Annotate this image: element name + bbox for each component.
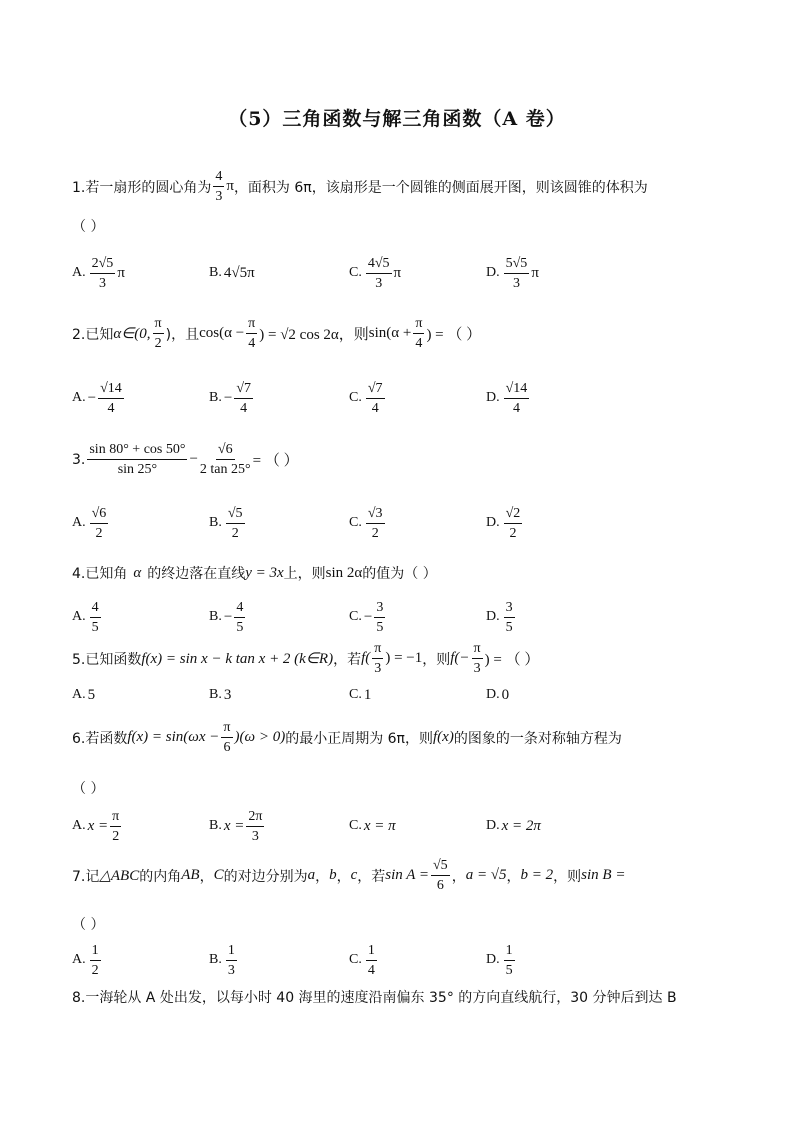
option-label: D. [486,687,500,702]
question-2-stem [72,315,481,352]
q2-math-5: ) = （ ） [426,327,482,343]
option-label: C. [349,818,362,833]
option-text: 0 [501,686,510,703]
fraction-den: 5 [505,619,513,635]
option-label: C. [349,390,362,405]
fraction-num: π [153,315,164,334]
option-fraction [366,255,392,292]
fraction-num: 1 [504,942,515,961]
q1-text-before: 1.若一扇形的圆心角为 [72,179,212,196]
option-label: D. [486,515,500,530]
q6-paren: （ ） [72,781,105,797]
fraction-num: π [110,808,121,827]
fraction-den: 6 [436,878,444,893]
option-fraction [234,599,245,636]
q7-comma-4: ， [451,868,466,885]
q7-text-5: ，则 [553,868,582,885]
q7-option-a[interactable] [72,938,103,982]
fraction-den: 4 [240,400,248,416]
q1-angle-fraction [213,168,224,205]
q4-text-4: 的值为（ ） [362,566,437,582]
q2-text-1: 2.已知 [72,326,114,343]
option-text: x = π [363,817,396,834]
q7-answer-paren [72,914,104,934]
q6-option-b[interactable] [209,804,266,848]
page-title: （5）三角函数与解三角函数（A 卷） [228,108,566,130]
fraction-den: 5 [376,619,384,635]
option-label: C. [349,265,362,280]
q7-sinA: sin A = [385,867,429,883]
fraction-den: 4 [371,400,379,416]
fraction-num: √5 [431,857,450,876]
fraction-den: 4 [248,336,256,351]
fraction-den: 3 [227,962,235,978]
option-label: A. [72,515,86,530]
option-label: A. [72,818,86,833]
q7-text-1: 7.记 [72,868,100,885]
fraction-num: 5√5 [504,255,530,274]
fraction-num: √14 [98,380,124,399]
option-fraction [504,380,530,417]
q1-option-a[interactable] [72,251,125,295]
q7-comma-2: ， [315,868,330,885]
q5-function: f(x) = sin x − k tan x + 2 (k∈R) [141,651,334,667]
q7-paren: （ ） [72,917,105,933]
fraction-den: 2 [154,336,162,351]
option-label: B. [209,515,222,530]
q2-option-a[interactable] [72,376,126,420]
option-fraction [90,942,101,979]
question-4-stem [72,563,437,583]
fraction-num: √6 [216,441,235,460]
q5-equals: ) = （ ） [484,652,540,668]
option-text: 1 [363,686,372,703]
fraction-den: 2 [509,525,517,541]
fraction-num: √5 [226,505,245,524]
q3-option-a[interactable] [72,501,110,545]
q1-angle-den: 3 [215,189,223,204]
fraction-den: 3 [473,661,481,676]
question-7-stem [72,857,625,894]
q1-angle-num: 4 [213,168,224,187]
q4-text-2: 的终边落在直线 [147,566,246,582]
q2-options [72,376,732,420]
q6-fx: f(x) [433,729,454,745]
q7-c-angle: C [213,867,224,883]
option-label: A. [72,609,86,624]
option-fraction [226,505,245,542]
q2-option-d[interactable] [486,376,531,420]
q2-math-4: sin(α + [368,325,412,341]
fraction-num: √7 [366,380,385,399]
q5-f-open-2: f(− [450,650,470,666]
q3-option-c[interactable] [349,501,387,545]
option-fraction [504,255,530,292]
option-fraction [374,599,385,636]
option-prefix: − [363,608,373,625]
q3-option-b[interactable] [209,501,247,545]
fraction-num: √6 [90,505,109,524]
option-fraction [234,380,253,417]
option-text: 3 [223,686,232,703]
q4-option-d[interactable] [486,595,517,639]
question-5-stem [72,640,539,677]
fraction-num: √7 [234,380,253,399]
option-label: D. [486,265,500,280]
q3-option-d[interactable] [486,501,524,545]
q4-text-1: 4.已知角 [72,566,128,582]
fraction-den: 5 [236,619,244,635]
option-fraction [504,505,523,542]
q6-fraction-1 [221,719,232,756]
q3-fraction-1 [87,441,187,478]
q6-options [72,804,732,848]
fraction-den: 3 [374,661,382,676]
option-label: C. [349,952,362,967]
fraction-den: 6 [223,740,231,755]
option-fraction [226,942,237,979]
option-fraction [366,380,385,417]
q4-options [72,595,732,639]
option-fraction [366,505,385,542]
option-fraction [504,942,515,979]
option-fraction [246,808,264,845]
fraction-den: 3 [251,828,259,844]
fraction-num: π [472,640,483,659]
fraction-num: 2π [246,808,264,827]
q7-option-d[interactable] [486,938,517,982]
fraction-den: 5 [91,619,99,635]
option-suffix: π [393,264,402,281]
option-label: C. [349,609,362,624]
fraction-den: 3 [512,275,520,291]
option-label: A. [72,265,86,280]
option-label: A. [72,952,86,967]
q7-b: b [329,867,337,883]
question-3-stem [72,441,299,478]
option-fraction [90,599,101,636]
option-label: A. [72,687,86,702]
q5-f-open: f( [361,650,371,666]
fraction-den: 2 [95,525,103,541]
option-label: B. [209,265,222,280]
q6-text-3: 的图象的一条对称轴方程为 [453,730,622,747]
option-label: D. [486,609,500,624]
fraction-num: 3 [504,599,515,618]
q1-answer-paren [72,216,104,236]
option-label: D. [486,818,500,833]
q7-ab: AB [181,867,200,883]
q7-text-3: 的对边分别为 [223,868,308,885]
option-label: C. [349,687,362,702]
q5-options [72,673,732,717]
q7-c: c [350,867,358,883]
q7-sinB: sin B = [581,867,626,883]
q1-angle-unit: π [226,178,234,194]
q7-comma-5: ， [506,868,521,885]
q5-text-1: 5.已知函数 [72,651,142,668]
q2-option-b[interactable] [209,376,255,420]
option-label: D. [486,390,500,405]
option-text: x = 2π [501,817,541,834]
fraction-den: 3 [375,275,383,291]
q7-option-b[interactable] [209,938,239,982]
fraction-num: π [413,315,424,334]
q1-text-after: ，面积为 6π，该扇形是一个圆锥的侧面展开图，则该圆锥的体积为 [233,179,648,196]
q6-function: f(x) = sin(ωx − [127,729,220,745]
fraction-den: 2 [91,962,99,978]
q2-math-3: ) = √2 cos 2α，则 [259,327,369,343]
q4-alpha: α [133,564,142,581]
q2-math-1: α∈(0, [113,326,151,342]
q6-option-c[interactable] [349,804,396,848]
option-label: D. [486,952,500,967]
fraction-num: √2 [504,505,523,524]
q1-option-b[interactable] [209,251,255,295]
option-label: C. [349,515,362,530]
q7-text-2: 的内角 [139,868,182,885]
fraction-num: 4 [234,599,245,618]
fraction-den: 3 [98,275,106,291]
fraction-num: π [246,315,257,334]
q2-fraction-2 [246,315,257,352]
q2-fraction-3 [413,315,424,352]
q2-text-2: )，且 [165,326,200,343]
fraction-den: 2 tan 25° [199,462,251,477]
fraction-den: 4 [107,400,115,416]
fraction-den: 2 [371,525,379,541]
q7-comma-1: ， [199,868,214,885]
option-label: B. [209,609,222,624]
q1-options [72,251,732,295]
fraction-num: √14 [504,380,530,399]
option-fraction [90,505,109,542]
option-fraction [110,808,121,845]
q1-option-c[interactable] [349,251,401,295]
q1-paren: （ ） [72,219,105,235]
q7-triangle: △ABC [99,868,140,884]
option-fraction [98,380,124,417]
fraction-num: sin 80° + cos 50° [87,441,187,460]
fraction-num: √3 [366,505,385,524]
q5-option-b[interactable] [209,673,231,717]
fraction-den: sin 25° [117,462,158,477]
option-suffix: π [117,264,125,281]
q2-math-2: cos(α − [199,325,245,341]
q4-option-b[interactable] [209,595,247,639]
q5-option-a[interactable] [72,673,95,717]
option-prefix: − [223,608,233,625]
q6-option-a[interactable] [72,804,123,848]
option-label: A. [72,390,86,405]
q6-omega: )(ω > 0) [234,729,286,745]
option-fraction [504,599,515,636]
q5-option-c[interactable] [349,673,371,717]
q4-option-a[interactable] [72,595,103,639]
fraction-den: 4 [415,336,423,351]
q3-minus: − [189,451,198,467]
q7-text-4: ，若 [357,868,386,885]
fraction-num: 4 [90,599,101,618]
fraction-den: 4 [512,400,520,416]
q1-option-d[interactable] [486,251,539,295]
option-prefix: x = [223,817,245,834]
fraction-num: 2√5 [90,255,116,274]
fraction-num: 1 [226,942,237,961]
option-prefix: − [223,389,233,406]
option-prefix: x = [87,817,109,834]
question-1-stem [72,168,648,205]
option-label: B. [209,687,222,702]
q5-option-d[interactable] [486,673,509,717]
fraction-den: 4 [367,962,375,978]
q6-text-1: 6.若函数 [72,730,128,747]
fraction-num: 3 [374,599,385,618]
q5-f-value: ) = −1 [385,650,423,666]
q3-options [72,501,732,545]
q7-fraction-1 [431,857,450,894]
q5-text-2: ，若 [333,651,362,668]
q8-text: 8.一海轮从 A 处出发，以每小时 40 海里的速度沿南偏东 35° 的方向直线航行，30 分钟后到达 B [72,990,677,1006]
q3-equals: = （ ） [252,453,299,469]
q6-answer-paren [72,778,104,798]
option-text: 5 [87,686,96,703]
fraction-den: 5 [505,962,513,978]
question-8-stem [72,987,677,1007]
q4-text-3: 上，则 [283,566,326,582]
option-label: B. [209,818,222,833]
option-prefix: − [87,389,97,406]
q6-text-2: 的最小正周期为 6π，则 [285,730,433,747]
fraction-num: 1 [366,942,377,961]
option-label: B. [209,390,222,405]
q4-sin2a: sin 2α [325,564,363,581]
fraction-num: 1 [90,942,101,961]
option-label: B. [209,952,222,967]
fraction-num: π [221,719,232,738]
option-fraction [366,942,377,979]
q7-a-value: a = √5 [465,867,507,883]
q5-fraction-1 [372,640,383,677]
fraction-den: 2 [112,828,120,844]
q5-fraction-2 [472,640,483,677]
option-suffix: π [531,264,539,281]
q7-comma-3: ， [336,868,351,885]
q4-option-c[interactable] [349,595,387,639]
q6-option-d[interactable] [486,804,541,848]
q5-text-3: ，则 [422,651,451,668]
option-text: 4√5π [223,264,255,281]
q2-fraction-1 [153,315,164,352]
q3-fraction-2 [200,441,251,478]
q7-b-value: b = 2 [520,867,554,883]
option-fraction [90,255,116,292]
q4-line-eq: y = 3x [245,564,284,581]
q2-option-c[interactable] [349,376,387,420]
q3-text-1: 3. [72,451,86,468]
fraction-num: π [372,640,383,659]
q7-option-c[interactable] [349,938,379,982]
fraction-num: 4√5 [366,255,392,274]
question-6-stem [72,719,622,756]
fraction-den: 2 [231,525,239,541]
q7-a: a [307,867,316,883]
q7-options [72,938,732,982]
